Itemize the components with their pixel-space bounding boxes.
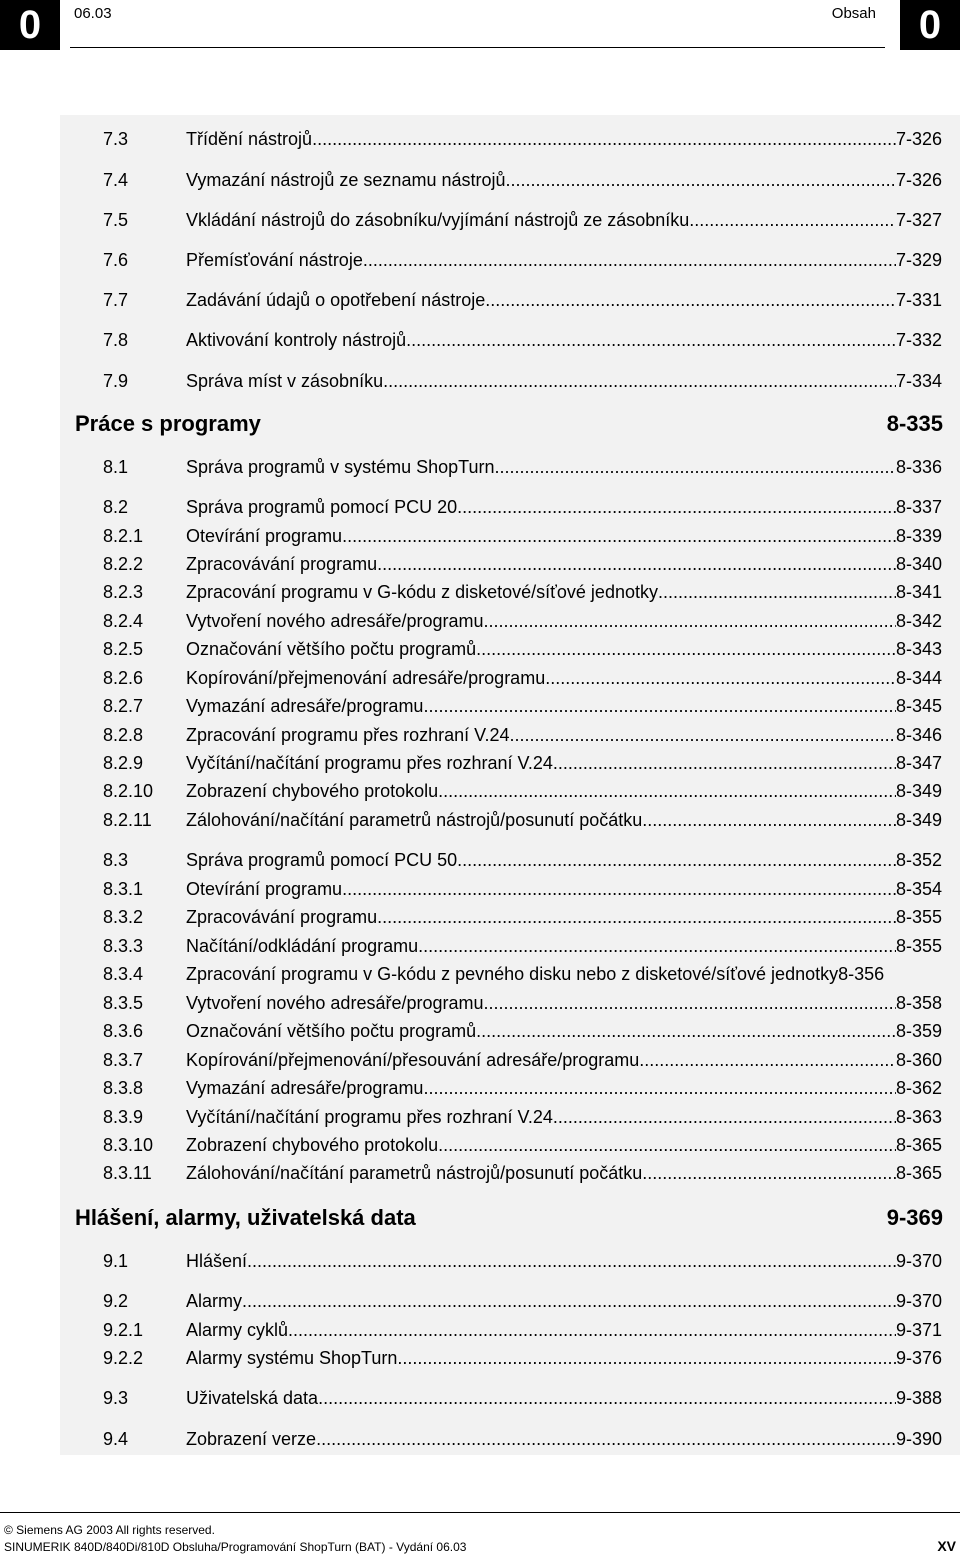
toc-entry[interactable] <box>0 1427 960 1451</box>
chapter-number-box-left: 0 <box>0 0 60 50</box>
toc-entry-number: 8.2 <box>103 497 129 517</box>
toc-entry-title: Uživatelská data <box>186 1388 319 1408</box>
chapter-page: 9-369 <box>886 1205 943 1230</box>
toc-entry-number: 7.7 <box>103 290 129 310</box>
header-section: Obsah <box>831 5 876 22</box>
chapter-title: Práce s programy <box>75 411 261 436</box>
toc-entry-page: 8-354 <box>895 879 942 899</box>
toc-entry-number: 8.2.5 <box>103 639 144 659</box>
toc-entry-page: 7-331 <box>895 290 942 310</box>
toc-entry[interactable] <box>0 991 960 1015</box>
toc-entry-title: Zálohování/načítání parametrů nástrojů/posunutí počátku <box>186 810 643 830</box>
toc-entry[interactable] <box>0 369 960 393</box>
header-date: 06.03 <box>74 5 112 22</box>
dot-leader <box>476 1019 896 1043</box>
dot-leader <box>383 369 896 393</box>
toc-entry-number: 7.9 <box>103 371 129 391</box>
toc-entry[interactable] <box>0 1048 960 1072</box>
toc-entry[interactable] <box>0 877 960 901</box>
footer-page-number: XV <box>937 1538 956 1554</box>
toc-entry-page: 8-360 <box>895 1050 942 1070</box>
toc-entry-title: Otevírání programu <box>186 526 343 546</box>
toc-entry-title: Správa míst v zásobníku <box>186 371 384 391</box>
toc-entry-number: 8.2.7 <box>103 696 144 716</box>
toc-entry-title: Třídění nástrojů <box>186 129 313 149</box>
toc-entry-page: 9-390 <box>895 1429 942 1449</box>
toc-entry-page: 8-344 <box>895 668 942 688</box>
toc-entry-page: 8-356 <box>838 964 885 984</box>
toc-entry-page: 8-337 <box>895 497 942 517</box>
toc-entry-title: Vymazání adresáře/programu <box>186 696 424 716</box>
toc-entry[interactable] <box>0 288 960 312</box>
toc-entry-number: 8.2.3 <box>103 582 144 602</box>
toc-entry-title: Zobrazení chybového protokolu <box>186 781 439 801</box>
toc-entry-page: 8-355 <box>895 936 942 956</box>
toc-entry[interactable] <box>0 1076 960 1100</box>
dot-leader <box>318 1386 896 1410</box>
toc-entry-page: 8-358 <box>895 993 942 1013</box>
toc-entry[interactable] <box>0 637 960 661</box>
dot-leader <box>423 694 896 718</box>
dot-leader <box>288 1318 896 1342</box>
toc-entry-page: 8-365 <box>895 1135 942 1155</box>
toc-entry-title: Alarmy systému ShopTurn <box>186 1348 398 1368</box>
toc-entry-page: 8-346 <box>895 725 942 745</box>
toc-entry-page: 9-370 <box>895 1251 942 1271</box>
toc-entry-number: 8.2.8 <box>103 725 144 745</box>
toc-entry-number: 7.4 <box>103 170 129 190</box>
toc-entry-page: 8-365 <box>895 1163 942 1183</box>
dot-leader <box>342 877 896 901</box>
toc-entry[interactable] <box>0 455 960 479</box>
toc-entry[interactable] <box>0 248 960 272</box>
toc-entry-number: 7.3 <box>103 129 129 149</box>
toc-entry-title: Kopírování/přejmenování/přesouvání adresáře/programu <box>186 1050 640 1070</box>
dot-leader <box>484 609 896 633</box>
chapter-heading[interactable] <box>75 409 943 439</box>
toc-entry-number: 8.2.1 <box>103 526 144 546</box>
toc-entry-number: 8.3.9 <box>103 1107 144 1127</box>
toc-entry-page: 7-332 <box>895 330 942 350</box>
dot-leader <box>553 1105 896 1129</box>
footer-product: SINUMERIK 840D/840Di/810D Obsluha/Programování ShopTurn (BAT) - Vydání 06.03 <box>4 1540 467 1554</box>
toc-entry[interactable] <box>0 694 960 718</box>
toc-entry-page: 8-363 <box>895 1107 942 1127</box>
dot-leader <box>553 751 896 775</box>
toc-entry-number: 8.3.10 <box>103 1135 154 1155</box>
toc-entry-title: Vymazání adresáře/programu <box>186 1078 424 1098</box>
toc-entry-page: 8-352 <box>895 850 942 870</box>
dot-leader <box>545 666 896 690</box>
dot-leader <box>312 127 896 151</box>
toc-entry[interactable] <box>0 1249 960 1273</box>
dot-leader <box>658 580 896 604</box>
toc-entry-page: 8-339 <box>895 526 942 546</box>
toc-entry-title: Správa programů pomocí PCU 50 <box>186 850 458 870</box>
dot-leader <box>642 808 896 832</box>
toc-entry-number: 8.3.8 <box>103 1078 144 1098</box>
toc-entry[interactable] <box>0 328 960 352</box>
toc-entry-number: 8.3.11 <box>103 1163 152 1183</box>
toc-entry-page: 8-347 <box>895 753 942 773</box>
toc-entry[interactable] <box>0 208 960 232</box>
dot-leader <box>438 1133 896 1157</box>
toc-entry-page: 8-359 <box>895 1021 942 1041</box>
toc-entry[interactable] <box>0 723 960 747</box>
toc-entry[interactable] <box>0 1289 960 1313</box>
toc-entry[interactable] <box>0 1346 960 1370</box>
toc-entry-number: 8.3.5 <box>103 993 144 1013</box>
toc-entry[interactable] <box>0 962 960 986</box>
chapter-title: Hlášení, alarmy, uživatelská data <box>75 1205 416 1230</box>
toc-entry-number: 8.2.10 <box>103 781 154 801</box>
toc-entry-number: 8.3.1 <box>103 879 144 899</box>
toc-entry[interactable] <box>0 666 960 690</box>
toc-entry-page: 9-388 <box>895 1388 942 1408</box>
toc-entry-number: 8.3.2 <box>103 907 144 927</box>
toc-entry-page: 9-371 <box>895 1320 942 1340</box>
toc-entry-title: Přemísťování nástroje <box>186 250 363 270</box>
dot-leader <box>397 1346 896 1370</box>
toc-entry-title: Zpracovávání programu <box>186 907 378 927</box>
toc-entry-page: 8-343 <box>895 639 942 659</box>
chapter-heading[interactable] <box>75 1203 943 1233</box>
toc-entry-page: 8-342 <box>895 611 942 631</box>
toc-entry-title: Vytvoření nového adresáře/programu <box>186 993 484 1013</box>
dot-leader <box>418 934 896 958</box>
toc-entry-title: Vyčítání/načítání programu přes rozhraní V.24 <box>186 753 553 773</box>
toc-entry-title: Správa programů pomocí PCU 20 <box>186 497 458 517</box>
dot-leader <box>642 1161 896 1185</box>
toc-entry-number: 9.4 <box>103 1429 129 1449</box>
toc-entry[interactable] <box>0 552 960 576</box>
toc-entry[interactable] <box>0 848 960 872</box>
toc-entry[interactable] <box>0 934 960 958</box>
toc-entry-number: 9.3 <box>103 1388 129 1408</box>
toc-entry-page: 8-340 <box>895 554 942 574</box>
toc-entry-number: 8.3.6 <box>103 1021 144 1041</box>
toc-entry-title: Alarmy <box>186 1291 243 1311</box>
toc-entry[interactable] <box>0 905 960 929</box>
toc-entry-page: 7-326 <box>895 129 942 149</box>
toc-entry[interactable] <box>0 1105 960 1129</box>
toc-entry-page: 9-376 <box>895 1348 942 1368</box>
toc-entry-number: 7.5 <box>103 210 129 230</box>
toc-entry-number: 8.3.7 <box>103 1050 144 1070</box>
toc-entry-number: 8.1 <box>103 457 129 477</box>
toc-entry-title: Vytvoření nového adresáře/programu <box>186 611 484 631</box>
dot-leader <box>510 723 896 747</box>
toc-entry-page: 8-341 <box>895 582 942 602</box>
toc-entry[interactable] <box>0 808 960 832</box>
toc-entry-number: 9.2.2 <box>103 1348 144 1368</box>
toc-entry-number: 9.2.1 <box>103 1320 144 1340</box>
toc-entry-number: 8.2.4 <box>103 611 144 631</box>
dot-leader <box>242 1289 896 1313</box>
toc-entry-title: Zpracovávání programu <box>186 554 378 574</box>
footer-copyright: © Siemens AG 2003 All rights reserved. <box>4 1523 215 1537</box>
dot-leader <box>484 991 896 1015</box>
footer-rule <box>0 1512 960 1513</box>
toc-entry-page: 7-334 <box>895 371 942 391</box>
toc-entry-title: Zpracování programu v G-kódu z pevného disku nebo z disketové/síťové jednotky <box>186 964 839 984</box>
toc-entry-page: 8-349 <box>895 810 942 830</box>
toc-entry-page: 7-329 <box>895 250 942 270</box>
toc-entry-title: Zálohování/načítání parametrů nástrojů/posunutí počátku <box>186 1163 643 1183</box>
chapter-page: 8-335 <box>886 411 943 436</box>
toc-entry-number: 8.2.2 <box>103 554 144 574</box>
dot-leader <box>485 288 896 312</box>
toc-entry-title: Vymazání nástrojů ze seznamu nástrojů <box>186 170 506 190</box>
header-rule <box>70 47 885 48</box>
toc-entry-number: 8.2.11 <box>103 810 152 830</box>
toc-entry-title: Hlášení <box>186 1251 248 1271</box>
dot-leader <box>457 848 896 872</box>
toc-entry[interactable] <box>0 751 960 775</box>
toc-entry-page: 8-362 <box>895 1078 942 1098</box>
toc-entry-title: Správa programů v systému ShopTurn <box>186 457 495 477</box>
toc-entry[interactable] <box>0 1386 960 1410</box>
dot-leader <box>406 328 896 352</box>
dot-leader <box>494 455 895 479</box>
toc-entry-title: Otevírání programu <box>186 879 343 899</box>
toc-entry[interactable] <box>0 168 960 192</box>
dot-leader <box>363 248 896 272</box>
toc-entry-page: 9-370 <box>895 1291 942 1311</box>
dot-leader <box>639 1048 896 1072</box>
toc-entry-number: 7.6 <box>103 250 129 270</box>
toc-entry-title: Zpracování programu v G-kódu z disketové/síťové jednotky <box>186 582 658 602</box>
toc-entry-page: 7-326 <box>895 170 942 190</box>
toc-entry-number: 8.2.9 <box>103 753 144 773</box>
toc-entry-title: Zadávání údajů o opotřebení nástroje <box>186 290 486 310</box>
toc-entry-title: Načítání/odkládání programu <box>186 936 419 956</box>
toc-entry-title: Zobrazení chybového protokolu <box>186 1135 439 1155</box>
dot-leader <box>377 552 896 576</box>
dot-leader <box>457 495 896 519</box>
toc-entry[interactable] <box>0 127 960 151</box>
toc-entry-page: 8-349 <box>895 781 942 801</box>
toc-entry-title: Zobrazení verze <box>186 1429 317 1449</box>
toc-entry-number: 9.1 <box>103 1251 129 1271</box>
dot-leader <box>247 1249 896 1273</box>
dot-leader <box>342 524 896 548</box>
toc-entry-page: 8-355 <box>895 907 942 927</box>
toc-entry[interactable] <box>0 1133 960 1157</box>
toc-entry-title: Označování většího počtu programů <box>186 1021 477 1041</box>
dot-leader <box>377 905 896 929</box>
toc-entry[interactable] <box>0 1019 960 1043</box>
toc-entry-number: 8.3.4 <box>103 964 144 984</box>
dot-leader <box>423 1076 896 1100</box>
toc-entry-page: 8-336 <box>895 457 942 477</box>
toc-entry[interactable] <box>0 779 960 803</box>
toc-entry-title: Vkládání nástrojů do zásobníku/vyjímání nástrojů ze zásobníku <box>186 210 690 230</box>
toc-entry[interactable] <box>0 495 960 519</box>
toc-entry-number: 8.2.6 <box>103 668 144 688</box>
dot-leader <box>316 1427 896 1451</box>
dot-leader <box>689 208 896 232</box>
toc-entry[interactable] <box>0 609 960 633</box>
dot-leader <box>506 168 896 192</box>
toc-entry-title: Alarmy cyklů <box>186 1320 289 1340</box>
toc-entry-number: 8.3.3 <box>103 936 144 956</box>
toc-entry-number: 9.2 <box>103 1291 129 1311</box>
toc-entry-title: Vyčítání/načítání programu přes rozhraní V.24 <box>186 1107 553 1127</box>
toc-entry[interactable] <box>0 524 960 548</box>
toc-entry-title: Označování většího počtu programů <box>186 639 477 659</box>
toc-entry-number: 7.8 <box>103 330 129 350</box>
toc-entry-title: Kopírování/přejmenování adresáře/programu <box>186 668 546 688</box>
toc-entry[interactable] <box>0 580 960 604</box>
dot-leader <box>476 637 896 661</box>
chapter-number-box-right: 0 <box>900 0 960 50</box>
toc-entry[interactable] <box>0 1318 960 1342</box>
toc-entry-title: Zpracování programu přes rozhraní V.24 <box>186 725 510 745</box>
toc-entry-page: 7-327 <box>895 210 942 230</box>
dot-leader <box>438 779 896 803</box>
toc-entry-page: 8-345 <box>895 696 942 716</box>
toc-entry-title: Aktivování kontroly nástrojů <box>186 330 407 350</box>
toc-entry-number: 8.3 <box>103 850 129 870</box>
toc-entry[interactable] <box>0 1161 960 1185</box>
